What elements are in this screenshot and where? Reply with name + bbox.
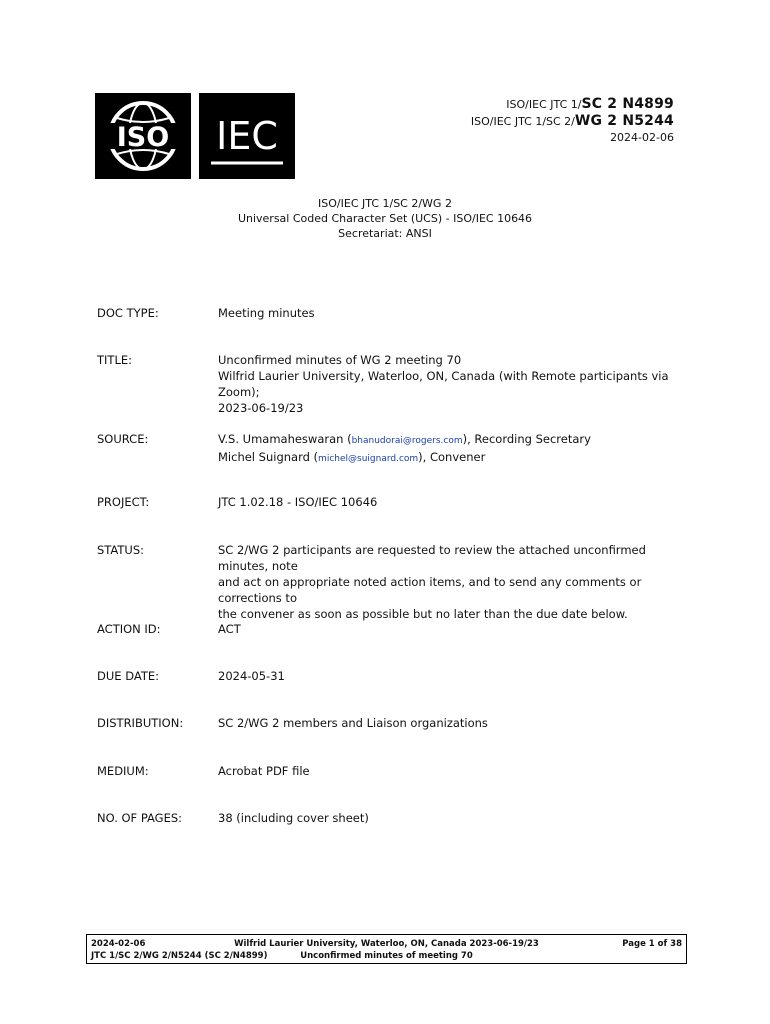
- page-footer: [86, 934, 687, 964]
- iec-logo-text: IEC: [216, 114, 278, 158]
- field-distribution: [97, 715, 680, 731]
- field-label: DISTRIBUTION:: [97, 716, 184, 730]
- field-status: [97, 542, 680, 622]
- field-label: NO. OF PAGES:: [97, 811, 183, 825]
- field-action-id: [97, 621, 680, 637]
- footer-doc-title: Unconfirmed minutes of meeting 70: [300, 951, 473, 961]
- field-value: 38 (including cover sheet): [218, 811, 369, 825]
- field-label: DUE DATE:: [97, 669, 159, 683]
- field-value: JTC 1.02.18 - ISO/IEC 10646: [218, 495, 378, 509]
- footer-date: 2024-02-06: [91, 939, 146, 949]
- source-secretary: V.S. Umamaheswaran (bhanudorai@rogers.com), Recording Secretary: [218, 432, 591, 446]
- field-project: [97, 494, 680, 510]
- sc2-number: SC 2 N4899: [581, 96, 674, 112]
- footer-meeting-location: Wilfrid Laurier University, Waterloo, ON, Canada 2023-06-19/23: [234, 939, 539, 949]
- field-value: Meeting minutes: [218, 306, 315, 320]
- field-value: [218, 431, 680, 467]
- sc2-reference: ISO/IEC JTC 1/SC 2 N4899: [506, 96, 674, 112]
- iec-logo-icon: [199, 93, 295, 179]
- field-value: ACT: [218, 622, 241, 636]
- document-references: [471, 96, 674, 146]
- footer-page-number: Page 1 of 38: [622, 939, 682, 949]
- field-label: TITLE:: [97, 353, 132, 367]
- field-value: Unconfirmed minutes of WG 2 meeting 70 Wilfrid Laurier University, Waterloo, ON, Canada (with Remote participants via Zoom); 2023-06-19/23: [218, 353, 669, 415]
- document-date: 2024-02-06: [610, 131, 674, 144]
- field-label: SOURCE:: [97, 432, 149, 446]
- field-label: STATUS:: [97, 543, 145, 557]
- field-pages: [97, 810, 680, 826]
- footer-center: [87, 938, 686, 962]
- field-label: PROJECT:: [97, 495, 150, 509]
- wg2-reference: ISO/IEC JTC 1/SC 2/WG 2 N5244: [470, 113, 674, 129]
- field-title: [97, 352, 680, 416]
- footer-doc-number: JTC 1/SC 2/WG 2/N5244 (SC 2/N4899): [91, 951, 268, 961]
- iso-logo-text: ISO: [116, 122, 170, 153]
- field-value: SC 2/WG 2 participants are requested to review the attached unconfirmed minutes, note and act on appropriate noted action items, and to send any comments or corrections to the convener as soon as possible but no later than the due date below.: [218, 543, 646, 621]
- committee-name: ISO/IEC JTC 1/SC 2/WG 2: [318, 197, 452, 210]
- field-value: SC 2/WG 2 members and Liaison organizations: [218, 716, 488, 730]
- convener-email-link[interactable]: michel@suignard.com: [318, 454, 419, 464]
- field-label: ACTION ID:: [97, 622, 161, 636]
- secretariat: Secretariat: ANSI: [338, 227, 432, 240]
- field-value: Acrobat PDF file: [218, 764, 310, 778]
- field-label: DOC TYPE:: [97, 306, 159, 320]
- iec-logo: [199, 93, 295, 179]
- wg2-number: WG 2 N5244: [574, 113, 674, 129]
- field-source: [97, 431, 680, 467]
- source-convener: Michel Suignard (michel@suignard.com), Convener: [218, 450, 486, 464]
- field-value: 2024-05-31: [218, 669, 285, 683]
- field-due-date: [97, 668, 680, 684]
- field-medium: [97, 763, 680, 779]
- field-label: MEDIUM:: [97, 764, 149, 778]
- iso-logo: [95, 93, 191, 179]
- standard-name: Universal Coded Character Set (UCS) - ISO/IEC 10646: [237, 212, 533, 225]
- committee-heading: [0, 196, 770, 241]
- field-doc-type: [97, 305, 680, 321]
- iso-logo-icon: [95, 93, 191, 179]
- secretary-email-link[interactable]: bhanudorai@rogers.com: [351, 436, 463, 446]
